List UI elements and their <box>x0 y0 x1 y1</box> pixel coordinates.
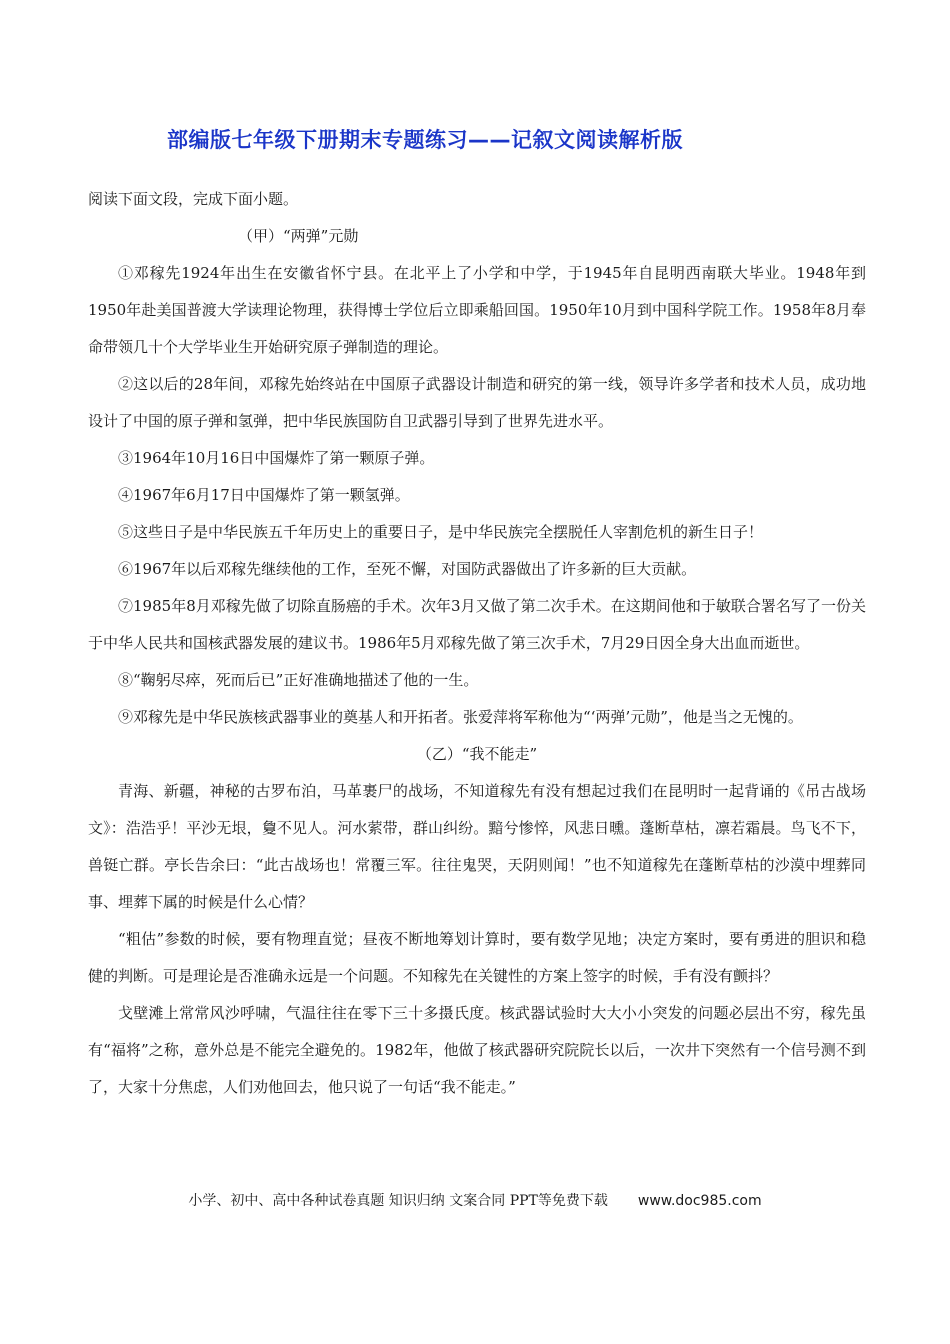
jia-paragraph-6: ⑥1967年以后邓稼先继续他的工作，至死不懈，对国防武器做出了许多新的巨大贡献。 <box>118 560 697 578</box>
document-body <box>88 181 866 1106</box>
footer-url[interactable]: www.doc985.com <box>637 1193 762 1209</box>
yi-paragraph-2: “粗估”参数的时候，要有物理直觉；昼夜不断地筹划计算时，要有数学见地；决定方案时，要有勇进的胆识和稳健的判断。可是理论是否准确永远是一个问题。不知稼先在关键性的方案上签字的时候，手有没有颤抖？ <box>88 930 866 985</box>
jia-paragraph-2: ②这以后的28年间，邓稼先始终站在中国原子武器设计制造和研究的第一线，领导许多学者和技术人员，成功地设计了中国的原子弹和氢弹，把中华民族国防自卫武器引导到了世界先进水平。 <box>88 375 866 430</box>
jia-paragraph-8: ⑧“鞠躬尽瘁，死而后已”正好准确地描述了他的一生。 <box>118 671 479 689</box>
yi-paragraph-3: 戈壁滩上常常风沙呼啸，气温往往在零下三十多摄氏度。核武器试验时大大小小突发的问题必层出不穷，稼先虽有“福将”之称，意外总是不能完全避免的。1982年，他做了核武器研究院院长以后，一次井下突然有一个信号测不到了，大家十分焦虑，人们劝他回去，他只说了一句话“我不能走。” <box>88 1004 866 1096</box>
jia-paragraph-5: ⑤这些日子是中华民族五千年历史上的重要日子，是中华民族完全摆脱任人宰割危机的新生日子！ <box>118 523 764 541</box>
section-yi-heading: （乙）“我不能走” <box>416 745 538 763</box>
jia-paragraph-9: ⑨邓稼先是中华民族核武器事业的奠基人和开拓者。张爱萍将军称他为“‘两弹’元勋”，他是当之无愧的。 <box>118 708 803 726</box>
jia-paragraph-7: ⑦1985年8月邓稼先做了切除直肠癌的手术。次年3月又做了第二次手术。在这期间他和于敏联合署名写了一份关于中华人民共和国核武器发展的建议书。1986年5月邓稼先做了第三次手术，7月29日因全身大出血而逝世。 <box>88 597 867 652</box>
footer-text: 小学、初中、高中各种试卷真题 知识归纳 文案合同 PPT等免费下载 <box>188 1193 608 1209</box>
instruction-text: 阅读下面文段，完成下面小题。 <box>88 190 299 208</box>
section-jia-heading: （甲）“两弹”元勋 <box>238 227 359 245</box>
yi-paragraph-1: 青海、新疆，神秘的古罗布泊，马革裹尸的战场，不知道稼先有没有想起过我们在昆明时一起背诵的《吊古战场文》：浩浩乎！平沙无垠，敻不见人。河水萦带，群山纠纷。黯兮惨悴，风悲日曛。蓬断草枯，凛若霜晨。鸟飞不下，兽铤亡群。亭长告余曰：“此古战场也！常覆三军。往往鬼哭，天阴则闻！”也不知道稼先在蓬断草枯的沙漠中埋葬同事、埋葬下属的时候是什么心情？ <box>88 782 866 911</box>
jia-paragraph-3: ③1964年10月16日中国爆炸了第一颗原子弹。 <box>118 449 435 467</box>
jia-paragraph-1: ①邓稼先1924年出生在安徽省怀宁县。在北平上了小学和中学，于1945年自昆明西南联大毕业。1948年到1950年赴美国普渡大学读理论物理，获得博士学位后立即乘船回国。1950年10月到中国科学院工作。1958年8月奉命带领几十个大学毕业生开始研究原子弹制造的理论。 <box>88 264 866 356</box>
jia-paragraph-4: ④1967年6月17日中国爆炸了第一颗氢弹。 <box>118 486 410 504</box>
document-title: 部编版七年级下册期末专题练习——记叙文阅读解析版 <box>167 128 683 152</box>
page-footer <box>0 1190 950 1210</box>
